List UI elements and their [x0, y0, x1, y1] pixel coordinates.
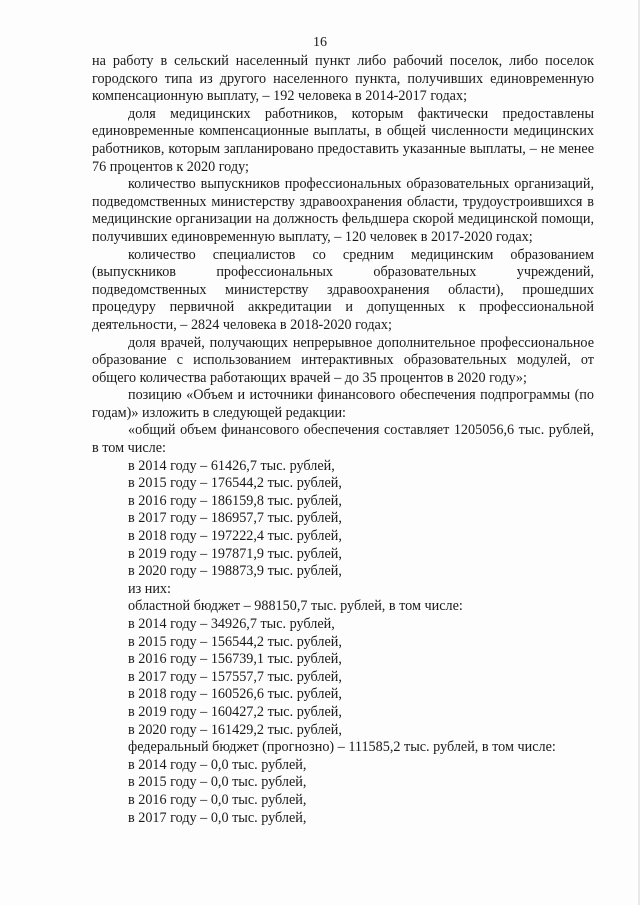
paragraph: позицию «Объем и источники финансового обеспечения подпрограммы (по годам)» изложить в следующей редакции: [92, 387, 594, 421]
paragraph: «общий объем финансового обеспечения составляет 1205056,6 тыс. рублей, в том числе: [92, 422, 594, 457]
funding-line: в 2017 году – 0,0 тыс. рублей, [128, 809, 307, 826]
funding-line: в 2015 году – 0,0 тыс. рублей, [128, 774, 307, 791]
funding-line: в 2020 году – 198873,9 тыс. рублей, [128, 563, 342, 580]
page-number: 16 [313, 35, 327, 50]
funding-source-heading: федеральный бюджет (прогнозно) – 111585,2 тыс. рублей, в том числе: [128, 739, 556, 756]
paragraph: доля врачей, получающих непрерывное дополнительное профессиональное образование с использованием интерактивных образовательных модулей, от общего количества работающих врачей – до 35 процентов в 2020 году»; [92, 334, 594, 386]
paragraph: на работу в сельский населенный пункт либо рабочий поселок, либо поселок городского типа из другого населенного пункта, получивших единовременную компенсационную выплату, – 192 человека в 2014-2017 годах; [92, 53, 594, 105]
funding-line: в 2016 году – 0,0 тыс. рублей, [128, 791, 307, 808]
funding-line: в 2018 году – 197222,4 тыс. рублей, [128, 528, 342, 545]
funding-subheading: из них: [128, 580, 171, 597]
paragraph: количество специалистов со средним медицинским образованием (выпускников профессиональных образовательных учреждений, подведомственных министерству здравоохранения области), прошедших процедуру первичной аккредитации и допущенных к профессиональной деятельности, – 2824 человека в 2018-2020 годах; [92, 246, 594, 333]
paragraph: количество выпускников профессиональных образовательных организаций, подведомственных министерству здравоохранения области, трудоустроившихся в медицинские организации на должность фельдшера скорой медицинской помощи, получивших единовременную выплату, – 120 человек в 2017-2020 годах; [92, 176, 594, 245]
funding-line: в 2014 году – 0,0 тыс. рублей, [128, 756, 307, 773]
funding-line: в 2014 году – 34926,7 тыс. рублей, [128, 616, 335, 632]
funding-line: в 2020 году – 161429,2 тыс. рублей, [128, 721, 342, 738]
funding-line: в 2018 году – 160526,6 тыс. рублей, [128, 686, 342, 703]
funding-line: в 2017 году – 157557,7 тыс. рублей, [128, 668, 342, 685]
document-body [92, 53, 594, 827]
funding-line: в 2015 году – 176544,2 тыс. рублей, [128, 475, 342, 492]
funding-source-heading: областной бюджет – 988150,7 тыс. рублей, в том числе: [128, 598, 463, 615]
funding-line: в 2016 году – 156739,1 тыс. рублей, [128, 651, 342, 668]
paragraph: доля медицинских работников, которым фактически предоставлены единовременные компенсационные выплаты, в общей численности медицинских работников, которым запланировано предоставить указанные выплаты, – не менее 76 процентов к 2020 году; [92, 105, 594, 175]
funding-line: в 2014 году – 61426,7 тыс. рублей, [128, 457, 335, 474]
funding-line: в 2019 году – 160427,2 тыс. рублей, [128, 703, 342, 720]
funding-line: в 2019 году – 197871,9 тыс. рублей, [128, 545, 342, 562]
funding-line: в 2017 году – 186957,7 тыс. рублей, [128, 510, 342, 527]
funding-line: в 2015 году – 156544,2 тыс. рублей, [128, 633, 342, 650]
funding-line: в 2016 году – 186159,8 тыс. рублей, [128, 492, 342, 509]
